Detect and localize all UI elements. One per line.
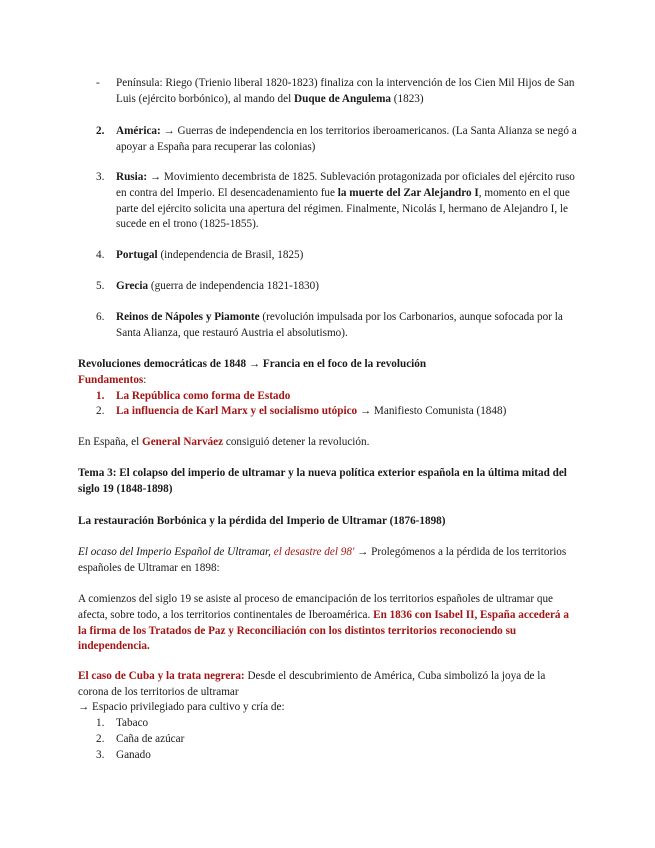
list-number: 2. bbox=[96, 733, 105, 745]
emancipacion-paragraph bbox=[78, 592, 578, 655]
ocaso-paragraph bbox=[78, 545, 578, 577]
crop-item bbox=[78, 716, 578, 732]
list-item-body: (revolución impulsada por los Carbonarios, aunque sofocada por la Santa Alianza, que restauró Austria el absolutismo). bbox=[116, 311, 563, 339]
list-number: 6. bbox=[96, 311, 105, 323]
list-item-text bbox=[116, 310, 578, 342]
dash-item-pre: Península: Riego (Trienio liberal 1820-1823) finaliza con la intervención de los Cien Mil Hijos de San Luis (ejército borbónico), al mando del bbox=[116, 77, 575, 105]
list-item-text bbox=[116, 124, 578, 156]
list-item-text bbox=[116, 248, 578, 264]
list-number: 1. bbox=[96, 390, 105, 402]
crop-label: Ganado bbox=[116, 749, 151, 761]
fundamentos-item-text bbox=[116, 404, 586, 420]
fundamentos-item-text bbox=[116, 389, 586, 405]
spain-pre: En España, el bbox=[78, 436, 142, 448]
ocaso-italic-red: el desastre del 98' bbox=[270, 546, 355, 558]
list-item-label: Portugal bbox=[116, 249, 158, 261]
list-item-bold: la muerte del Zar Alejandro I bbox=[337, 186, 479, 199]
list-item-body-cont: , momento en el que parte del ejército solicita una apertura del régimen. Finalmente, Nicolás I, hermano de Alejandro I, le sucede en el trono (1825-1855). bbox=[116, 186, 570, 231]
cuba-paragraph bbox=[78, 669, 578, 701]
spain-paragraph bbox=[78, 435, 578, 451]
dash-item-text bbox=[116, 76, 578, 108]
list-item-text bbox=[116, 279, 578, 295]
tema-3-heading: Tema 3: El colapso del imperio de ultramar y la nueva política exterior española en la última mitad del siglo 19 (1848-1898) bbox=[78, 467, 567, 495]
list-number: 5. bbox=[96, 280, 105, 292]
ocaso-italic: El ocaso del Imperio Español de Ultramar, bbox=[78, 546, 271, 558]
espacio-line: → Espacio privilegiado para cultivo y cría de: bbox=[78, 701, 285, 713]
fundamentos-label bbox=[78, 373, 578, 389]
dash-marker: - bbox=[96, 77, 100, 89]
fundamentos-text: Fundamentos bbox=[78, 374, 144, 386]
list-item-label: Reinos de Nápoles y Piamonte bbox=[116, 311, 260, 323]
crop-item bbox=[78, 748, 578, 764]
fundamentos-item bbox=[78, 404, 578, 420]
list-number: 2. bbox=[96, 405, 105, 417]
spain-post: consiguió detener la revolución. bbox=[223, 436, 370, 448]
crop-label: Tabaco bbox=[116, 717, 149, 729]
list-number: 3. bbox=[96, 749, 105, 761]
fundamentos-item-red: La República como forma de Estado bbox=[116, 390, 291, 402]
dash-item-bold: Duque de Angulema bbox=[294, 92, 391, 105]
spain-red: General Narváez bbox=[142, 436, 224, 448]
crop-item bbox=[78, 732, 578, 748]
dash-item-post: (1823) bbox=[391, 92, 424, 105]
emancipacion-red: En 1836 con Isabel II, España accederá a la firma de los Tratados de Paz y Reconciliación con los distintos territorios reconociendo su independencia. bbox=[78, 608, 569, 653]
ocaso-rest: → Prolegómenos a la pérdida de los territorios españoles de Ultramar en 1898: bbox=[78, 546, 567, 574]
cuba-text: Desde el descubrimiento de América, Cuba simbolizó la joya de la corona de los territorios de ultramar bbox=[78, 670, 546, 698]
list-item-body: (independencia de Brasil, 1825) bbox=[157, 249, 304, 261]
list-item-body: → Movimiento decembrista de 1825. Sublevación protagonizada por oficiales del ejército ruso en contra del Imperio. El desencadenamiento fue bbox=[116, 171, 575, 199]
fundamentos-item bbox=[78, 389, 578, 405]
fundamentos-colon: : bbox=[143, 374, 147, 386]
cuba-heading: El caso de Cuba y la trata negrera: bbox=[78, 670, 245, 682]
section-heading-1848: Revoluciones democráticas de 1848 → Francia en el foco de la revolución bbox=[78, 358, 427, 370]
list-item-text bbox=[116, 170, 578, 233]
list-number: 1. bbox=[96, 717, 105, 729]
fundamentos-item-rest: → Manifiesto Comunista (1848) bbox=[357, 405, 507, 417]
fundamentos-item-red: La influencia de Karl Marx y el socialismo utópico bbox=[116, 405, 358, 417]
list-item-label: Rusia: bbox=[116, 171, 148, 183]
restauracion-heading: La restauración Borbónica y la pérdida del Imperio de Ultramar (1876-1898) bbox=[78, 515, 446, 527]
list-number: 4. bbox=[96, 249, 105, 261]
list-item-label: Grecia bbox=[116, 280, 149, 292]
list-number: 2. bbox=[96, 125, 105, 137]
list-item-label: América: bbox=[116, 125, 161, 137]
emancipacion-text: A comienzos del siglo 19 se asiste al proceso de emancipación de los territorios españoles de ultramar que afecta, sobre todo, a los territorios continentales de Iberoamérica. bbox=[78, 593, 554, 621]
list-item-body: → Guerras de independencia en los territorios iberoamericanos. (La Santa Alianza se negó a apoyar a España para recuperar las colonias) bbox=[116, 125, 577, 153]
crop-label: Caña de azúcar bbox=[116, 733, 185, 745]
list-item-body: (guerra de independencia 1821-1830) bbox=[148, 280, 319, 292]
list-number: 3. bbox=[96, 171, 105, 183]
